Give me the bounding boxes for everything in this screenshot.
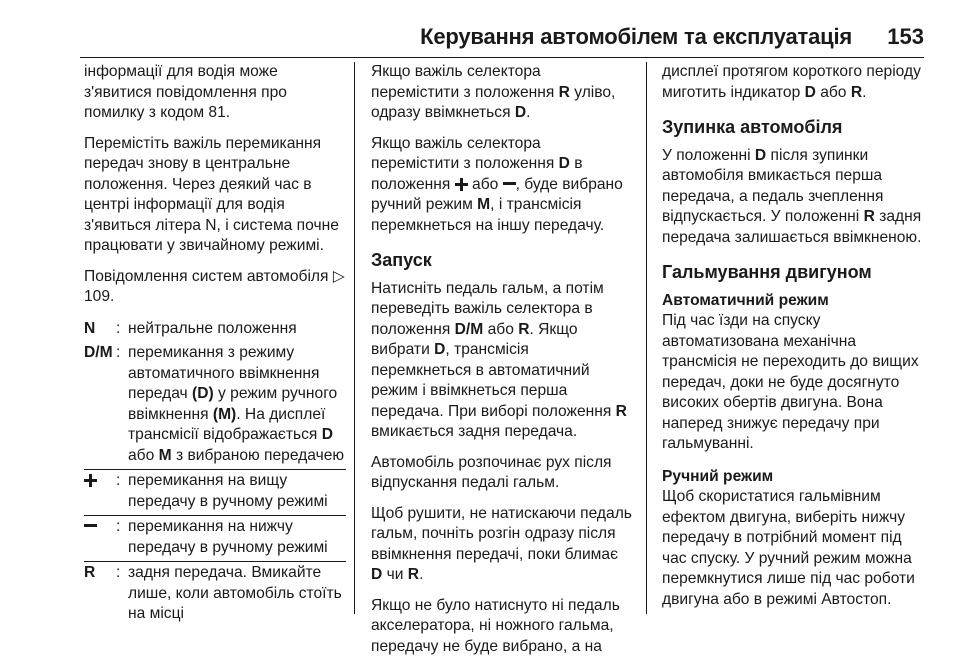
- minus-icon: [503, 182, 516, 185]
- definition-row-plus: : перемикання на вищу передачу в ручному режимі: [84, 470, 346, 516]
- section-heading-engine-braking: Гальмування двигуном: [662, 262, 872, 282]
- term-n: N: [84, 319, 96, 337]
- paragraph: інформації для водія може з'явитися повідомлення про помилку з кодом 81.: [84, 63, 287, 121]
- paragraph: Щоб рушити, не натискаючи педаль гальм, почніть розгін одразу після ввімкнення передачі, поки блимає D чи R.: [371, 504, 632, 583]
- page-reference: 109.: [84, 288, 115, 305]
- paragraph: Повідомлення систем автомобіля ▷ 109.: [84, 267, 345, 305]
- reference-arrow-icon: ▷: [332, 267, 345, 285]
- section-heading-start: Запуск: [371, 250, 432, 270]
- subheading-manual: Ручний режим: [662, 467, 774, 485]
- definition-row-minus: : перемикання на нижчу передачу в ручному режимі: [84, 516, 346, 562]
- paragraph: Якщо важіль селектора перемістити з положення R уліво, одразу ввімкнеться D.: [371, 63, 616, 121]
- paragraph: дисплеї протягом короткого періоду миготить індикатор D або R.: [662, 63, 921, 101]
- paragraph: Під час їзди на спуску автоматизована механічна трансмісія не переходить до вищих передач, доки не буде досягнуто високих обертів двигуна. Вона наперед знижує передачу при гальмуванні.: [662, 312, 919, 452]
- paragraph: Натисніть педаль гальм, а потім переведіть важіль селектора в положення D/M або R. Якщо вибрати D, трансмісія перемкнеться в автоматичний режим і ввімкнеться перша передача. При виборі положення R вмикається задня передача.: [371, 279, 627, 440]
- minus-icon: [84, 524, 97, 527]
- definition-row-n: N : нейтральне положення: [84, 318, 346, 343]
- term-dm: D/M: [84, 344, 113, 361]
- term-r: R: [84, 564, 96, 581]
- subheading-auto: Автоматичний режим: [662, 291, 829, 309]
- page-title: Керування автомобілем та експлуатація: [420, 24, 852, 49]
- paragraph: Якщо важіль селектора перемістити з положення D в положення або , буде вибрано ручний режим M, і трансмісія перемкнеться на іншу передачу.: [371, 134, 623, 234]
- header-divider: [80, 57, 924, 58]
- column-divider-2: [646, 62, 647, 614]
- paragraph: Перемістіть важіль перемикання передач знову в центральне положення. Через деякий час в центрі інформації для водія з'явиться літера N, і система почне працювати у звичайному режимі.: [84, 134, 339, 254]
- paragraph: Щоб скористатися гальмівним ефектом двигуна, виберіть нижчу передачу в потрібний момент під час спуску. У ручний режим можна перемкнутися лише під час роботи двигуна або в режимі Автостоп.: [662, 488, 915, 608]
- paragraph: Якщо не було натиснуто ні педаль акселератора, ні ножного гальма, передачу не буде вибрано, а на: [371, 596, 620, 655]
- column-3: [662, 62, 928, 620]
- definition-list: [84, 318, 346, 628]
- paragraph: У положенні D після зупинки автомобіля вмикається перша передача, а педаль зчеплення відпускається. У положенні R задня передача залишається ввімкненою.: [662, 146, 922, 246]
- column-1: [84, 62, 346, 628]
- page-number: 153: [887, 24, 924, 49]
- plus-icon: [455, 178, 468, 191]
- paragraph: Автомобіль розпочинає рух після відпускання педалі гальм.: [371, 453, 612, 491]
- page-header: [0, 0, 960, 54]
- plus-icon: [84, 474, 97, 487]
- section-heading-stop: Зупинка автомобіля: [662, 117, 843, 137]
- definition-row-r: R : задня передача. Вмикайте лише, коли автомобіль стоїть на місці: [84, 562, 346, 628]
- column-2: [371, 62, 633, 667]
- column-divider-1: [354, 62, 355, 614]
- definition-row-dm: D/M : перемикання з режиму автоматичного ввімкнення передач (D) у режим ручного ввімкнення (M). На дисплеї трансмісії відображається D або M з вибраною передачею: [84, 342, 346, 470]
